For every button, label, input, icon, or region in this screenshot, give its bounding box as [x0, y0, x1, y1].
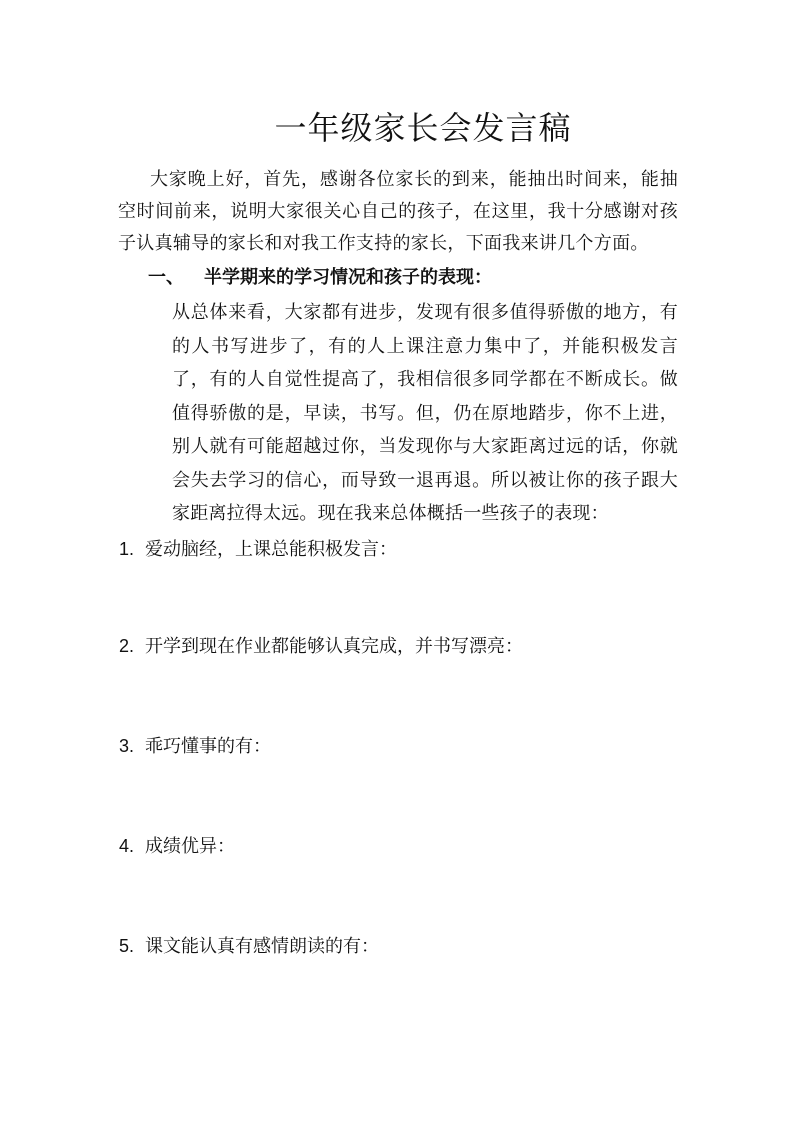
list-item-number: 3. — [119, 736, 135, 756]
list-item-number: 5. — [119, 936, 135, 956]
section-heading-text: 半学期来的学习情况和孩子的表现： — [204, 267, 492, 288]
document-title: 一年级家长会发言稿 — [274, 109, 572, 147]
section-body-paragraph: 从总体来看，大家都有进步，发现有很多值得骄傲的地方，有的人书写进步了，有的人上课注意力集中了，并能积极发言了，有的人自觉性提高了，我相信很多同学都在不断成长。做值得骄傲的是，早读，书写。但，仍在原地踏步，你不上进，别人就有可能超越过你，当发现你与大家距离过远的话，你就会失去学习的信心，而导致一退再退。所以被让你的孩子跟大家距离拉得太远。现在我来总体概括一些孩子的表现： — [172, 302, 678, 524]
list-item — [119, 732, 271, 761]
section-number: 一、 — [148, 267, 184, 288]
list-item — [119, 832, 235, 861]
list-item-number: 2. — [119, 636, 135, 656]
list-item — [119, 932, 379, 961]
list-item-text: 爱动脑经，上课总能积极发言： — [145, 539, 397, 560]
intro-paragraph: 大家晚上好，首先，感谢各位家长的到来，能抽出时间来，能抽空时间前来，说明大家很关心自己的孩子，在这里，我十分感谢对孩子认真辅导的家长和对我工作支持的家长，下面我来讲几个方面。 — [118, 169, 678, 254]
section-heading — [148, 263, 492, 293]
list-item-number: 1. — [119, 539, 135, 559]
list-item-number: 4. — [119, 836, 135, 856]
list-item-text: 乖巧懂事的有： — [145, 736, 271, 757]
list-item-text: 课文能认真有感情朗读的有： — [145, 936, 379, 957]
list-item — [119, 632, 523, 661]
list-item-text: 开学到现在作业都能够认真完成，并书写漂亮： — [145, 636, 523, 657]
list-item — [119, 535, 397, 564]
list-item-text: 成绩优异： — [145, 836, 235, 857]
